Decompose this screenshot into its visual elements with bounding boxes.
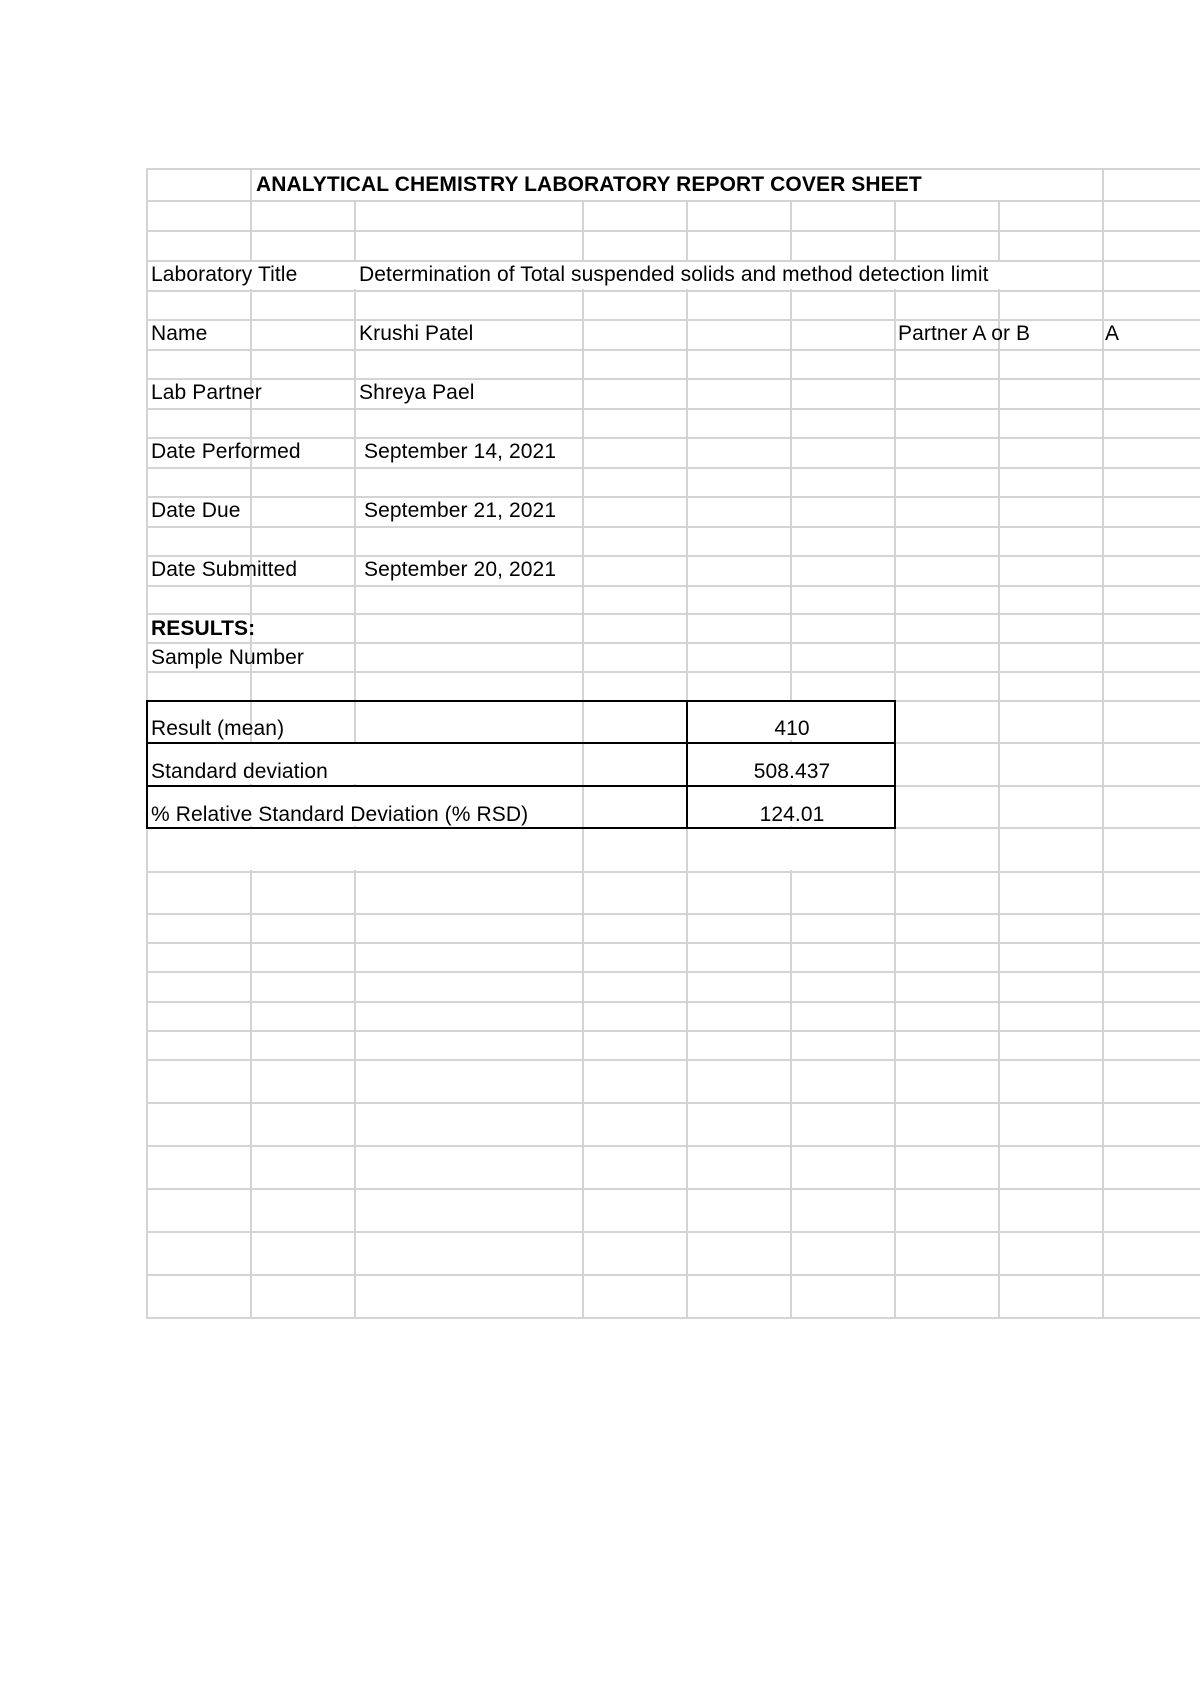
- name-value[interactable]: Krushi Patel: [359, 322, 474, 345]
- results-border-left: [146, 700, 148, 829]
- grid-row-line: [146, 971, 1200, 973]
- results-border-h: [146, 700, 896, 702]
- partner-ab-label: Partner A or B: [898, 322, 1031, 345]
- grid-row-line: [146, 290, 1200, 292]
- grid-row-line: [146, 1145, 1200, 1147]
- results-heading: RESULTS:: [151, 617, 256, 640]
- grid-row-line: [146, 913, 1200, 915]
- date-performed-value[interactable]: September 14, 2021: [364, 440, 557, 463]
- partner-ab-value[interactable]: A: [1105, 322, 1120, 345]
- name-label: Name: [151, 322, 208, 345]
- lab-title-label: Laboratory Title: [151, 263, 298, 286]
- date-performed-label: Date Performed: [151, 440, 301, 463]
- lab-title-value[interactable]: Determination of Total suspended solids and method detection limit: [359, 263, 989, 286]
- grid-row-line: [146, 378, 1200, 380]
- grid-row-line: [146, 1102, 1200, 1104]
- result-mean-value[interactable]: 410: [774, 717, 810, 740]
- grid-row-line: [146, 526, 1200, 528]
- grid-row-line: [146, 200, 1200, 202]
- grid-row-line: [146, 585, 1200, 587]
- date-submitted-value[interactable]: September 20, 2021: [364, 558, 557, 581]
- rsd-value[interactable]: 124.01: [759, 803, 825, 826]
- grid-row-line: [146, 1231, 1200, 1233]
- grid-row-line: [146, 1001, 1200, 1003]
- grid-row-line: [146, 613, 1200, 615]
- lab-partner-value[interactable]: Shreya Pael: [359, 381, 475, 404]
- grid-row-line: [146, 671, 1200, 673]
- std-dev-label: Standard deviation: [151, 760, 328, 783]
- grid-row-line: [146, 1059, 1200, 1061]
- grid-row-line: [146, 230, 1200, 232]
- std-dev-value[interactable]: 508.437: [753, 760, 831, 783]
- grid-row-line: [146, 437, 1200, 439]
- grid-row-line: [146, 1317, 1200, 1319]
- grid-row-line: [146, 942, 1200, 944]
- result-mean-label: Result (mean): [151, 717, 285, 740]
- grid-row-line: [146, 642, 1200, 644]
- date-due-label: Date Due: [151, 499, 241, 522]
- grid-row-line: [146, 496, 1200, 498]
- grid-row-line: [146, 555, 1200, 557]
- date-submitted-label: Date Submitted: [151, 558, 298, 581]
- grid-row-line: [146, 871, 1200, 873]
- grid-col-line: [1102, 168, 1104, 1319]
- results-border-h: [146, 785, 896, 787]
- lab-partner-label: Lab Partner: [151, 381, 262, 404]
- grid-row-line: [146, 319, 1200, 321]
- grid-row-line: [146, 1030, 1200, 1032]
- grid-row-line: [146, 349, 1200, 351]
- sheet-title: ANALYTICAL CHEMISTRY LABORATORY REPORT COVER SHEET: [256, 173, 922, 196]
- results-border-h: [146, 742, 896, 744]
- grid-row-line: [146, 1188, 1200, 1190]
- sample-number-label: Sample Number: [151, 646, 305, 669]
- merged-value-mask-3: [688, 829, 893, 870]
- grid-row-line: [146, 1274, 1200, 1276]
- grid-row-line: [146, 408, 1200, 410]
- rsd-label: % Relative Standard Deviation (% RSD): [151, 803, 529, 826]
- grid-row-line: [146, 467, 1200, 469]
- merged-rsd-label-mask-2: [252, 829, 582, 870]
- date-due-value[interactable]: September 21, 2021: [364, 499, 557, 522]
